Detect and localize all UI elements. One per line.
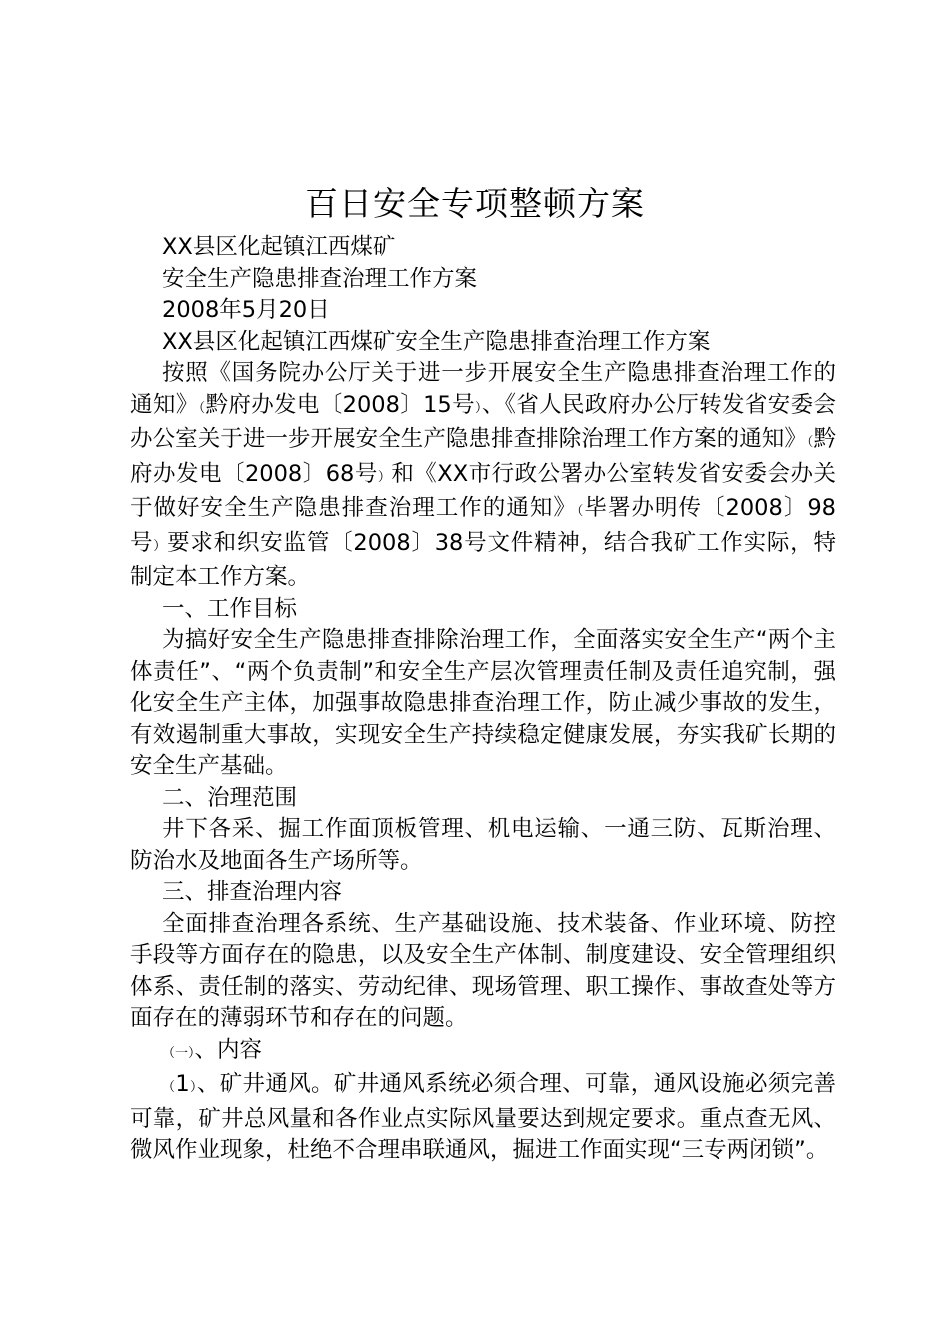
date-line: 2008年5月20日 (162, 297, 330, 323)
paren-close: ） (474, 400, 482, 416)
paren-close: ） (377, 469, 392, 485)
section-1-heading: 一、工作目标 (162, 595, 298, 622)
paren-close: ） (188, 1045, 195, 1061)
section-1-body: 为搞好安全生产隐患排查排除治理工作，全面落实安全生产“两个主体责任”、“两个负责制”和安全生产层次管理责任制及责任追究制，强化安全生产主体，加强事故隐患排查治理工作，防止减少事故的发生，有效遏制重大事故，实现安全生产持续稳定健康发展，夯实我矿长期的安全生产基础。 (130, 627, 836, 779)
paren-open: （ (162, 1080, 176, 1095)
doc-ref-3: 毕署办明传〔2008〕98号 (130, 495, 836, 556)
intro-paragraph (130, 358, 836, 594)
document-body (130, 232, 836, 1167)
item-number: 1 (175, 1071, 190, 1097)
item-1-text: 、矿井通风。矿井通风系统必须合理、可靠，通风设施必须完善可靠，矿井总风量和各作业点实际风量要达到规定要求。重点查无风、微风作业现象，杜绝不合理串联通风，掘进工作面实现“三专两闭锁”。 (130, 1071, 836, 1163)
paren-open: （ (576, 504, 585, 519)
plan-name-line: 安全生产隐患排查治理工作方案 (162, 265, 478, 292)
full-title-line: XX县区化起镇江西煤矿安全生产隐患排查治理工作方案 (162, 328, 711, 355)
paren-open: （ (198, 400, 206, 416)
section-3-body: 全面排查治理各系统、生产基础设施、技术装备、作业环境、防控手段等方面存在的隐患，以及安全生产体制、制度建设、安全管理组织体系、责任制的落实、劳动纪律、现场管理、职工操作、事故查处等方面存在的薄弱环节和存在的问题。 (130, 910, 836, 1031)
paren-open: （ (162, 1045, 176, 1061)
intro-text-d: 要求和织安监管〔2008〕38号文件精神，结合我矿工作实际，特制定本工作方案。 (130, 529, 836, 590)
section-2-body: 井下各采、掘工作面顶板管理、机电运输、一通三防、瓦斯治理、防治水及地面各生产场所等。 (130, 816, 836, 874)
doc-ref-1: 黔府办发电〔2008〕15号 (205, 391, 475, 418)
subsection-heading (130, 1035, 836, 1070)
paren-open: （ (806, 435, 814, 450)
intro-text-b: 、《省人民政府办公厅转发省安委会办公室关于进一步开展安全生产隐患排查排除治理工作方案的通知》 (130, 391, 836, 452)
section-2-heading: 二、治理范围 (162, 784, 298, 811)
page-title: 百日安全专项整顿方案 (305, 184, 645, 223)
subsection-title: 、内容 (194, 1036, 263, 1063)
paren-close: ） (189, 1080, 197, 1095)
doc-ref-2: 黔府办发电〔2008〕68号 (130, 426, 836, 487)
paren-close: ） (153, 538, 168, 554)
section-3-heading: 三、排查治理内容 (162, 879, 343, 905)
subsection-number: 一 (175, 1045, 189, 1061)
item-1-paragraph (130, 1069, 836, 1167)
intro-text-c: 和《XX市行政公署办公室转发省安委会办关于做好安全生产隐患排查治理工作的通知》 (130, 460, 836, 521)
intro-text-a: 按照《国务院办公厅关于进一步开展安全生产隐患排查治理工作的通知》 (130, 360, 836, 418)
org-line: XX县区化起镇江西煤矿 (162, 234, 396, 260)
